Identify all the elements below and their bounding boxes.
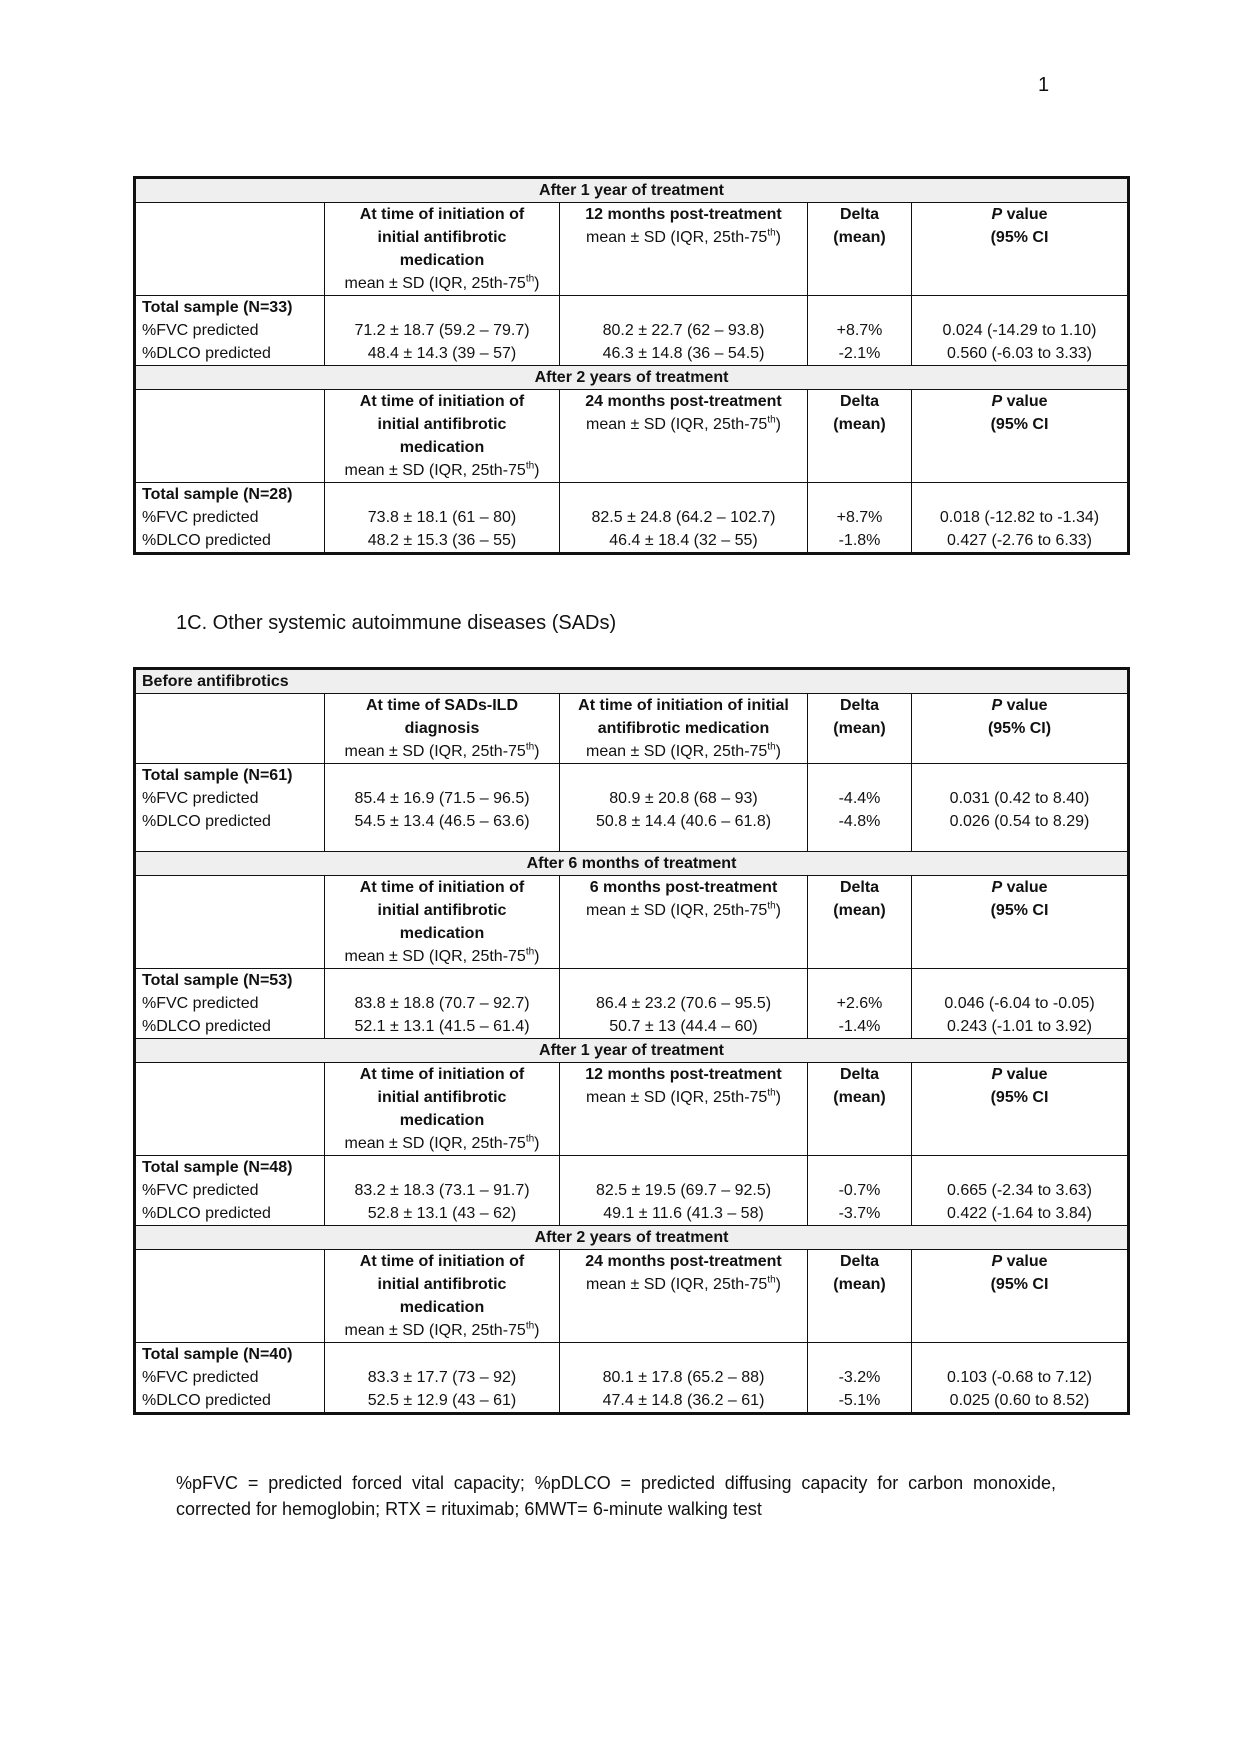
results-table-ild: [133, 176, 1130, 555]
col-delta-header: Delta (mean): [808, 203, 912, 296]
col-delta-header: Delta (mean): [808, 1250, 912, 1343]
block-header-row: [135, 1039, 1129, 1063]
p-values: 0.046 (-6.04 to -0.05) 0.243 (-1.01 to 3.92): [912, 969, 1129, 1039]
initiation-values: 83.8 ± 18.8 (70.7 – 92.7) 52.1 ± 13.1 (41.5 – 61.4): [325, 969, 560, 1039]
col-p-value-header: P value (95% CI: [912, 1250, 1129, 1343]
row-labels: Total sample (N=53) %FVC predicted %DLCO predicted: [135, 969, 325, 1039]
data-row: [135, 969, 1129, 1039]
p-values: 0.103 (-0.68 to 7.12) 0.025 (0.60 to 8.52): [912, 1343, 1129, 1414]
initiation-values: 83.3 ± 17.7 (73 – 92) 52.5 ± 12.9 (43 – 61): [325, 1343, 560, 1414]
empty-cell: [135, 1063, 325, 1156]
col-p-value-header: P value (95% CI: [912, 876, 1129, 969]
col-diagnosis-header: At time of SADs-ILD diagnosis mean ± SD (IQR, 25th-75th): [325, 694, 560, 764]
data-row: [135, 764, 1129, 852]
col-p-value-header: P value (95% CI: [912, 203, 1129, 296]
col-delta-header: Delta (mean): [808, 1063, 912, 1156]
col-initiation-header: At time of initiation of initial antifibrotic medication mean ± SD (IQR, 25th-75th): [325, 390, 560, 483]
delta-values: -4.4% -4.8%: [808, 764, 912, 852]
delta-values: -0.7% -3.7%: [808, 1156, 912, 1226]
empty-cell: [135, 203, 325, 296]
row-labels: Total sample (N=40) %FVC predicted %DLCO predicted: [135, 1343, 325, 1414]
post-values: 86.4 ± 23.2 (70.6 – 95.5) 50.7 ± 13 (44.4 – 60): [560, 969, 808, 1039]
delta-values: +2.6% -1.4%: [808, 969, 912, 1039]
col-post-treatment-header: 12 months post-treatment mean ± SD (IQR, 25th-75th): [560, 1063, 808, 1156]
col-delta-header: Delta (mean): [808, 390, 912, 483]
post-values: 82.5 ± 19.5 (69.7 – 92.5) 49.1 ± 11.6 (41.3 – 58): [560, 1156, 808, 1226]
block-header-row: [135, 366, 1129, 390]
initiation-values: 80.9 ± 20.8 (68 – 93) 50.8 ± 14.4 (40.6 – 61.8): [560, 764, 808, 852]
page-number: 1: [1038, 74, 1050, 96]
results-table-sads: [133, 667, 1130, 1415]
initiation-values: 71.2 ± 18.7 (59.2 – 79.7) 48.4 ± 14.3 (39 – 57): [325, 296, 560, 366]
block-title: After 6 months of treatment: [135, 852, 1129, 876]
column-header-row: [135, 390, 1129, 483]
block-title: Before antifibrotics: [135, 669, 1129, 694]
column-header-row: [135, 1250, 1129, 1343]
col-p-value-header: P value (95% CI): [912, 694, 1129, 764]
col-initiation-header: At time of initiation of initial antifibrotic medication mean ± SD (IQR, 25th-75th): [325, 1250, 560, 1343]
data-row: [135, 483, 1129, 554]
post-values: 82.5 ± 24.8 (64.2 – 102.7) 46.4 ± 18.4 (32 – 55): [560, 483, 808, 554]
col-delta-header: Delta (mean): [808, 876, 912, 969]
delta-values: +8.7% -2.1%: [808, 296, 912, 366]
row-labels: Total sample (N=48) %FVC predicted %DLCO predicted: [135, 1156, 325, 1226]
col-initiation-header: At time of initiation of initial antifibrotic medication mean ± SD (IQR, 25th-75th): [325, 1063, 560, 1156]
section-heading: 1C. Other systemic autoimmune diseases (SADs): [176, 612, 617, 634]
col-delta-header: Delta (mean): [808, 694, 912, 764]
block-title: After 1 year of treatment: [135, 1039, 1129, 1063]
block-header-row: [135, 178, 1129, 203]
empty-cell: [135, 390, 325, 483]
initiation-values: 73.8 ± 18.1 (61 – 80) 48.2 ± 15.3 (36 – 55): [325, 483, 560, 554]
col-initiation-header: At time of initiation of initial antifibrotic medication mean ± SD (IQR, 25th-75th): [560, 694, 808, 764]
col-post-treatment-header: 24 months post-treatment mean ± SD (IQR, 25th-75th): [560, 1250, 808, 1343]
diagnosis-values: 85.4 ± 16.9 (71.5 – 96.5) 54.5 ± 13.4 (46.5 – 63.6): [325, 764, 560, 852]
column-header-row: [135, 876, 1129, 969]
data-row: [135, 1156, 1129, 1226]
col-post-treatment-header: 24 months post-treatment mean ± SD (IQR, 25th-75th): [560, 390, 808, 483]
empty-cell: [135, 1250, 325, 1343]
col-initiation-header: At time of initiation of initial antifibrotic medication mean ± SD (IQR, 25th-75th): [325, 203, 560, 296]
initiation-values: 83.2 ± 18.3 (73.1 – 91.7) 52.8 ± 13.1 (43 – 62): [325, 1156, 560, 1226]
block-header-row: [135, 669, 1129, 694]
delta-values: -3.2% -5.1%: [808, 1343, 912, 1414]
col-initiation-header: At time of initiation of initial antifibrotic medication mean ± SD (IQR, 25th-75th): [325, 876, 560, 969]
data-row: [135, 296, 1129, 366]
block-header-row: [135, 852, 1129, 876]
block-title: After 2 years of treatment: [135, 366, 1129, 390]
p-values: 0.031 (0.42 to 8.40) 0.026 (0.54 to 8.29): [912, 764, 1129, 852]
p-values: 0.665 (-2.34 to 3.63) 0.422 (-1.64 to 3.84): [912, 1156, 1129, 1226]
block-title: After 2 years of treatment: [135, 1226, 1129, 1250]
column-header-row: [135, 203, 1129, 296]
abbreviations-footnote: %pFVC = predicted forced vital capacity; %pDLCO = predicted diffusing capacity for carbon monoxide, corrected for hemoglobin; RTX = rituximab; 6MWT= 6-minute walking test: [176, 1473, 1056, 1519]
block-header-row: [135, 1226, 1129, 1250]
p-values: 0.018 (-12.82 to -1.34) 0.427 (-2.76 to 6.33): [912, 483, 1129, 554]
col-p-value-header: P value (95% CI: [912, 1063, 1129, 1156]
data-row: [135, 1343, 1129, 1414]
delta-values: +8.7% -1.8%: [808, 483, 912, 554]
column-header-row: [135, 1063, 1129, 1156]
col-post-treatment-header: 6 months post-treatment mean ± SD (IQR, 25th-75th): [560, 876, 808, 969]
empty-cell: [135, 694, 325, 764]
post-values: 80.1 ± 17.8 (65.2 – 88) 47.4 ± 14.8 (36.2 – 61): [560, 1343, 808, 1414]
column-header-row: [135, 694, 1129, 764]
row-labels: Total sample (N=61) %FVC predicted %DLCO predicted: [135, 764, 325, 852]
p-values: 0.024 (-14.29 to 1.10) 0.560 (-6.03 to 3.33): [912, 296, 1129, 366]
col-p-value-header: P value (95% CI: [912, 390, 1129, 483]
row-labels: Total sample (N=28) %FVC predicted %DLCO predicted: [135, 483, 325, 554]
row-labels: Total sample (N=33) %FVC predicted %DLCO predicted: [135, 296, 325, 366]
empty-cell: [135, 876, 325, 969]
post-values: 80.2 ± 22.7 (62 – 93.8) 46.3 ± 14.8 (36 – 54.5): [560, 296, 808, 366]
block-title: After 1 year of treatment: [135, 178, 1129, 203]
col-post-treatment-header: 12 months post-treatment mean ± SD (IQR, 25th-75th): [560, 203, 808, 296]
